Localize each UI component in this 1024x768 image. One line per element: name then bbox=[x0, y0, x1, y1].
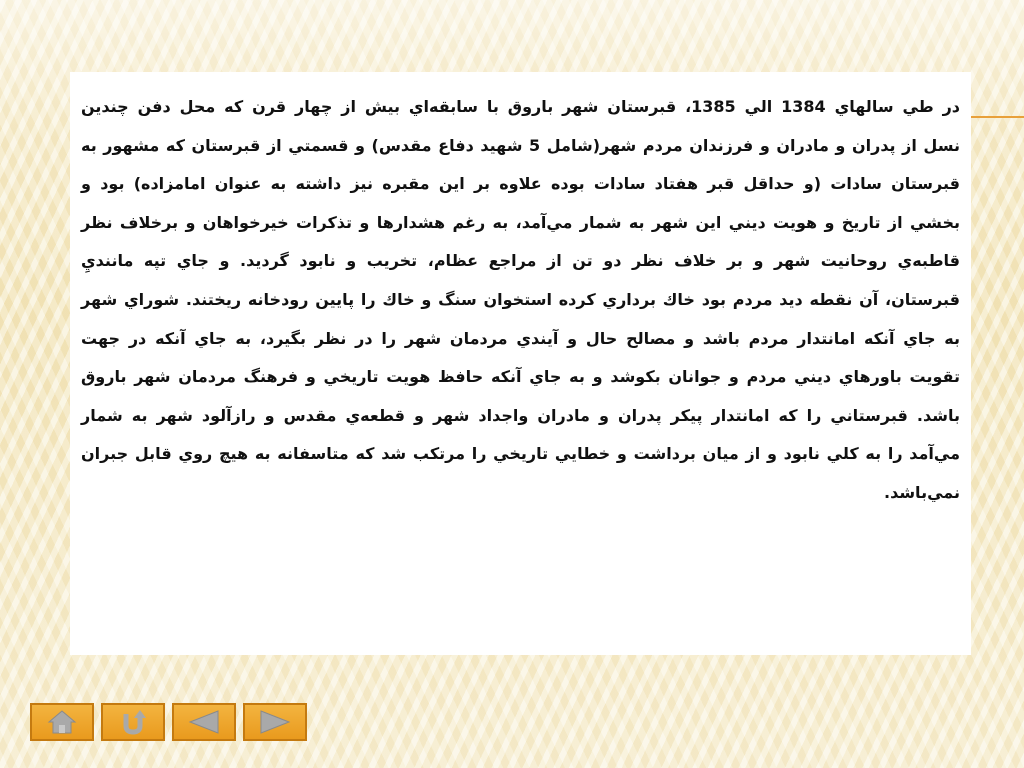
next-button[interactable] bbox=[243, 703, 307, 741]
slide-body-text: در طي سالهاي 1384 الي 1385، قبرستان شهر باروق با سابقه‌اي بيش از چهار قرن که محل دفن چندين نسل از پدران و مادران و فرزندان مردم شهر(شامل 5 شهيد دفاع مقدس) و قسمتي از قبرستان که مشهور به قبرستان سادات (و حداقل قبر هفتاد سادات بوده علاوه بر اين مقبره نيز داشته به عنوان امامزاده) بود و بخشي از تاريخ و هويت ديني اين شهر به شمار مي‌آمد، به رغم هشدارها و تذکرات خيرخواهان و برخلاف نظر قاطبه‌ي روحانيت شهر و بر خلاف نظر دو تن از مراجع عظام، تخريب و نابود گرديد. و جاي تپه ماننديِ قبرستان، آن نقطه ديد مردم بود خاك برداري کرده استخوان سنگ و خاك را پايين رودخانه ريختند. شوراي شهر به جاي آنکه امانتدار مردم باشد و مصالح حال و آيندي مردمان شهر را در نظر بگيرد، به جاي آنکه در جهت تقويت باورهاي ديني مردم و جوانان بکوشد و به جاي آنکه حافظ هويت تاريخي و فرهنگ مردمان شهر باروق باشد. قبرستاني را که امانتدار پيکر پدران و مادران واجداد شهر و قطعه‌ي مقدس و رازآلود شهر به شمار مي‌آمد را به کلي نابود و از ميان برداشت و خطايي تاريخي را مرتکب شد که متاسفانه به هيچ روي قابل جبران نمي‌باشد. bbox=[81, 97, 961, 502]
slide-navigation-bar bbox=[30, 703, 307, 741]
previous-button[interactable] bbox=[172, 703, 236, 741]
return-button[interactable] bbox=[101, 703, 165, 741]
slide-content-box bbox=[70, 72, 971, 655]
return-icon bbox=[118, 708, 148, 736]
previous-arrow-icon bbox=[187, 709, 221, 735]
home-icon bbox=[47, 709, 77, 735]
home-button[interactable] bbox=[30, 703, 94, 741]
next-arrow-icon bbox=[258, 709, 292, 735]
